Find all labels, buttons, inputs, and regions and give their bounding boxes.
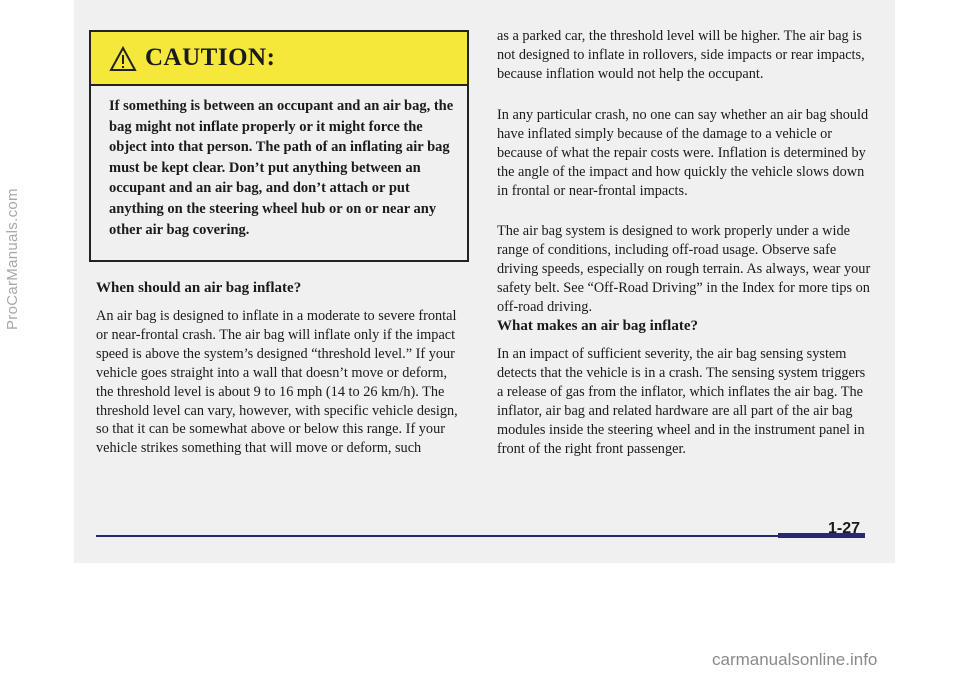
paragraph-sensing-system: In an impact of sufficient severity, the air bag sensing system detects that the vehicle is in a crash. The sensing system triggers a release of gas from the inflator, which inflates the air bag. The inflator, air bag and related hardware are all part of the air bag modules inside the steering wheel and in the instrument panel in front of the right front passenger.	[497, 346, 866, 457]
caution-text: If something is between an occupant and an air bag, the bag might not inflate properly or it might force the object into that person. The path of an inflating air bag must be kept clear. Don’t put anything between an occupant and an air bag, and don’t attach or put anything on the steering wheel hub or on or near any other air bag covering.	[109, 98, 454, 238]
caution-title: CAUTION:	[145, 44, 276, 71]
caution-header	[91, 32, 467, 86]
bottom-watermark: carmanualsonline.info	[712, 650, 878, 669]
paragraph-when-inflate: An air bag is designed to inflate in a moderate to severe frontal or near-frontal crash. The air bag will inflate only if the impact speed is above the system’s designed “threshold level.” If your vehicle goes straight into a wall that doesn’t move or deform, the threshold level is about 9 to 16 mph (14 to 26 km/h). The threshold level can vary, however, with specific vehicle design, so that it can be somewhat above or below this range. If your vehicle strikes something that will move or deform, such	[96, 308, 458, 457]
paragraph-particular-crash: In any particular crash, no one can say whether an air bag should have inflated simply because of the damage to a vehicle or because of what the repair costs were. Inflation is determined by the angle of the impact and how quickly the vehicle slows down in frontal or near-frontal impacts.	[497, 107, 869, 199]
warning-triangle-icon	[109, 46, 137, 72]
paragraph-threshold-continued: as a parked car, the threshold level will be higher. The air bag is not designed to inflate in rollovers, side impacts or rear impacts, because inflation would not help the occupant.	[497, 28, 865, 82]
section-heading-what-makes-inflate: What makes an air bag inflate?	[497, 318, 698, 334]
section-heading-when-inflate: When should an air bag inflate?	[96, 280, 302, 296]
footer-rule	[96, 535, 778, 537]
side-watermark: ProCarManuals.com	[4, 188, 21, 330]
page-number: 1-27	[828, 520, 861, 537]
caution-box	[89, 30, 469, 262]
paragraph-conditions: The air bag system is designed to work properly under a wide range of conditions, including off-road usage. Observe safe driving speeds, especially on rough terrain. As always, wear your safety belt. See “Off-Road Driving” in the Index for more tips on off-road driving.	[497, 223, 871, 315]
